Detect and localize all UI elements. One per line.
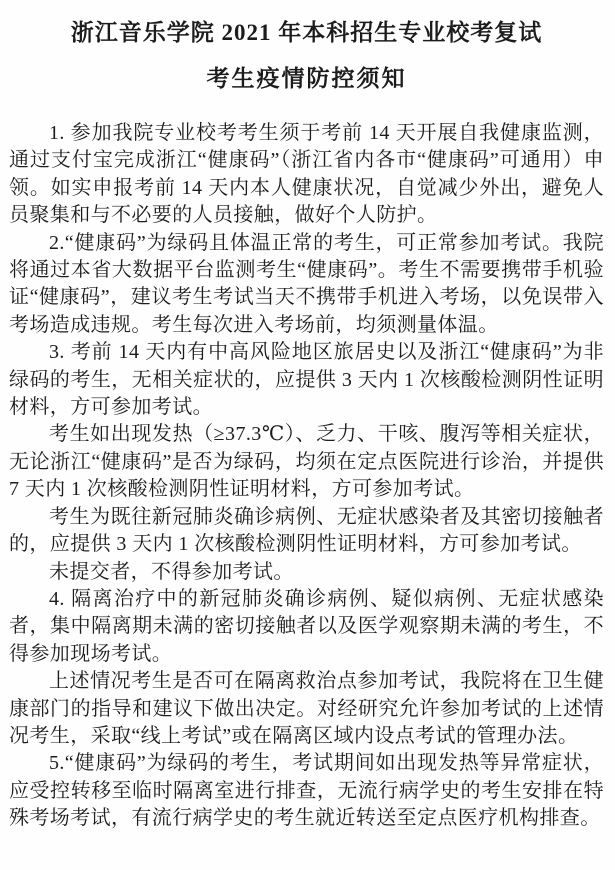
notice-paragraph-3: 3. 考前 14 天内有中高风险地区旅居史以及浙江“健康码”为非绿码的考生，无相关症状的，应提供 3 天内 1 次核酸检测阴性证明材料，方可参加考试。 <box>9 341 604 419</box>
document-body <box>9 120 604 833</box>
notice-paragraph-4: 考生如出现发热（≥37.3℃）、乏力、干咳、腹泻等相关症状，无论浙江“健康码”是否为绿码，均须在定点医院进行诊治，并提供 7 天内 1 次核酸检测阴性证明材料，方可参加考试。 <box>9 423 604 501</box>
notice-paragraph-9: 5.“健康码”为绿码的考生，考试期间如出现发热等异常症状，应受控转移至临时隔离室进行排查，无流行病学史的考生安排在特殊考场考试，有流行病学史的考生就近转送至定点医疗机构排查。 <box>9 752 604 830</box>
document-title: 浙江音乐学院 2021 年本科招生专业校考复试 <box>70 20 543 45</box>
notice-paragraph-8: 上述情况考生是否可在隔离救治点参加考试，我院将在卫生健康部门的指导和建议下做出决定。对经研究允许参加考试的上述情况考生，采取“线上考试”或在隔离区域内设点考试的管理办法。 <box>9 670 604 747</box>
notice-paragraph-6: 未提交者，不得参加考试。 <box>49 560 294 583</box>
notice-paragraph-1: 1. 参加我院专业校考考生须于考前 14 天开展自我健康监测，通过支付宝完成浙江“健康码”（浙江省内各市“健康码”可通用）申领。如实申报考前 14 天内本人健康状况，自觉减少外出，避免人员聚集和与不必要的人员接触，做好个人防护。 <box>9 122 604 227</box>
notice-paragraph-7: 4. 隔离治疗中的新冠肺炎确诊病例、疑似病例、无症状感染者，集中隔离期未满的密切接触者以及医学观察期未满的考生，不得参加现场考试。 <box>9 587 604 665</box>
notice-paragraph-5: 考生为既往新冠肺炎确诊病例、无症状感染者及其密切接触者的，应提供 3 天内 1 次核酸检测阴性证明材料，方可参加考试。 <box>9 505 604 556</box>
notice-paragraph-2: 2.“健康码”为绿码且体温正常的考生，可正常参加考试。我院将通过本省大数据平台监测考生“健康码”。考生不需要携带手机验证“健康码”，建议考生考试当天不携带手机进入考场，以免误带入考场造成违规。考生每次进入考场前，均须测量体温。 <box>9 231 604 336</box>
document-subtitle: 考生疫情防控须知 <box>206 66 407 91</box>
